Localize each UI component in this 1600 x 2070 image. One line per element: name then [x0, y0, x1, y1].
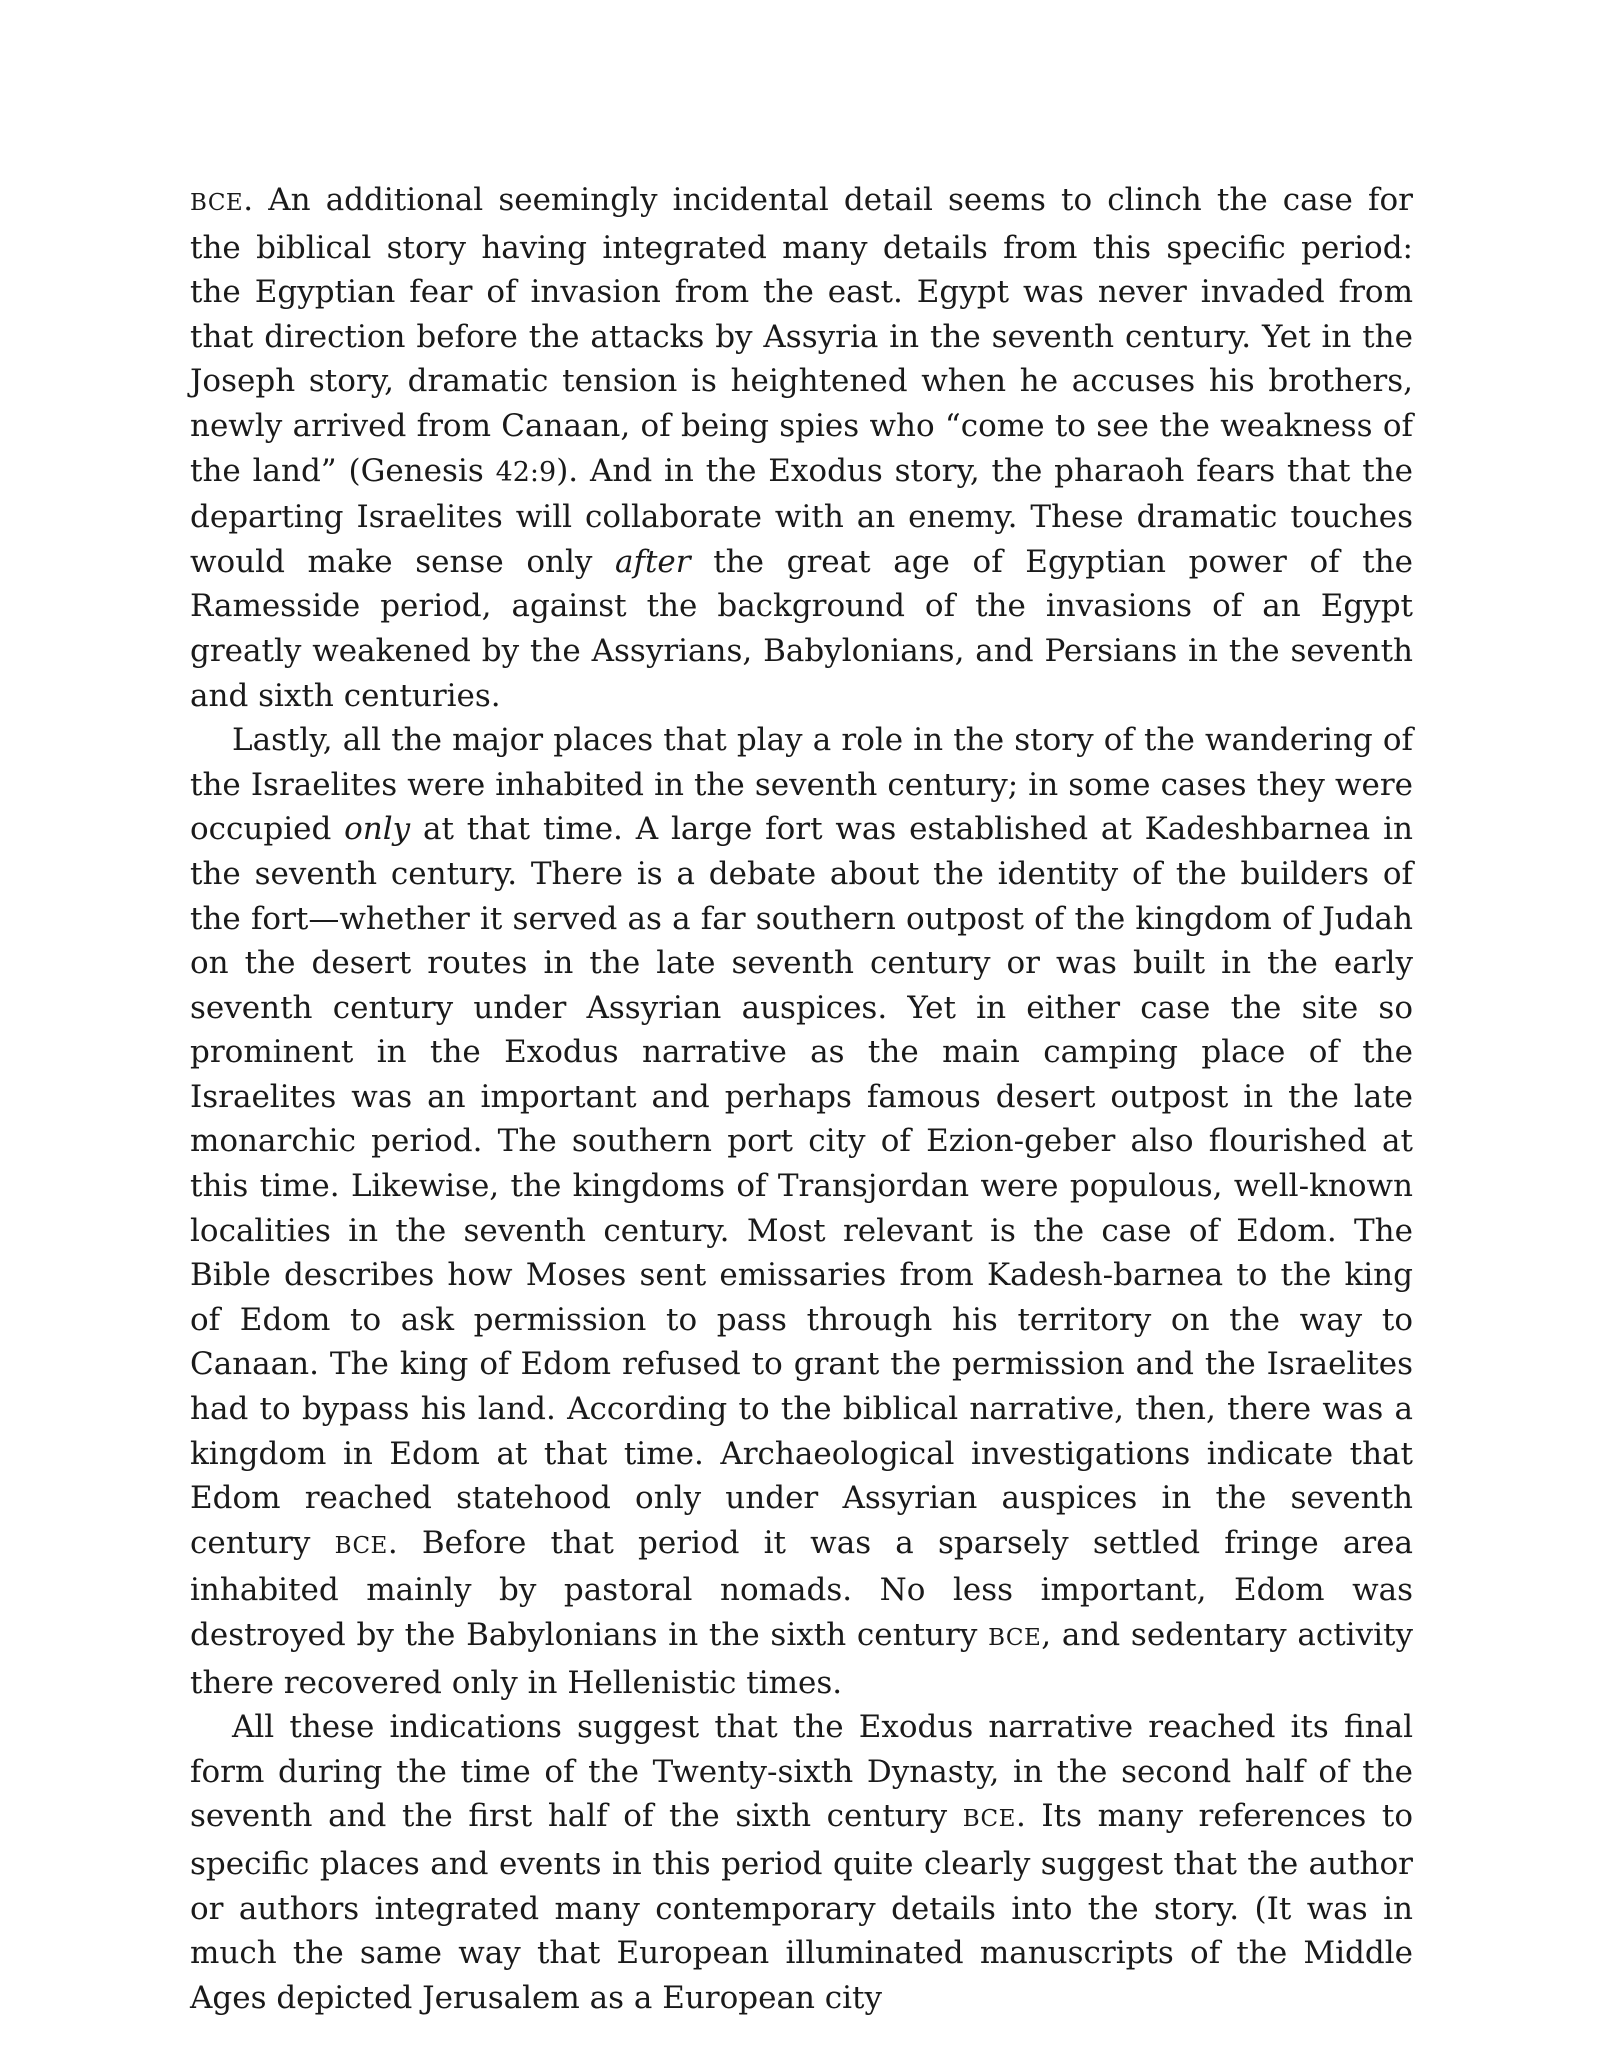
text-run: Lastly, all the major places that play a role in the story of the wandering of the Israelites were inhabited in the seventh century; in some cases they were occupied: [190, 722, 1413, 848]
text-run: . Before that period it was a sparsely settled fringe area inhabited mainly by pastoral nomads. No less important, Edom was destroyed by the Babylonians in the sixth century: [190, 1524, 1413, 1653]
text-run: ). And in the Exodus story, the pharaoh fears that the departing Israelites will collaborate with an enemy. These dramatic touches would make sense only: [190, 452, 1414, 580]
text-run: BCE: [962, 1806, 1016, 1833]
paragraph-3: [190, 1705, 1413, 2020]
paragraph-2: [190, 718, 1413, 1705]
text-run: . An additional seemingly incidental detail seems to clinch the case for the biblical story having integrated many details from this specific period: the Egyptian fear of invasion from the east. Egypt was never invaded from that direction before the attacks by Assyria in the seventh century. Yet in the Joseph story, dramatic tension is heightened when he accuses his brothers, newly arrived from Canaan, of being spies who “come to see the weakness of the land” (Genesis: [190, 182, 1413, 489]
text-run: BCE: [988, 1625, 1042, 1651]
text-run: at that time. A large fort was established at Kadeshbarnea in the seventh century. There is a debate about the identity of the builders of the fort—whether it served as a far southern outpost of the kingdom of Judah on the desert routes in the late seventh century or was built in the early seventh century under Assyrian auspices. Yet in either case the site so prominent in the Exodus narrative as the main camping place of the Israelites was an important and perhaps famous desert outpost in the late monarchic period. The southern port city of Ezion-geber also flourished at this time. Likewise, the kingdoms of Transjordan were populous, well-known localities in the seventh century. Most relevant is the case of Edom. The Bible describes how Moses sent emissaries from Kadesh-barnea to the king of Edom to ask permission to pass through his territory on the way to Canaan. The king of Edom refused to grant the permission and the Israelites had to bypass his land. According to the biblical narrative, then, there was a kingdom in Edom at that time. Archaeological investigations indicate that Edom reached statehood only under Assyrian auspices in the seventh century: [190, 811, 1413, 1561]
book-page: [190, 178, 1413, 2020]
emphasis: after: [615, 543, 691, 580]
text-run: the great age of Egyptian power of the Ramesside period, against the background of the invasions of an Egypt greatly weakened by the Assyrians, Babylonians, and Persians in the seventh and sixth centuries.: [190, 543, 1413, 714]
text-run: All these indications suggest that the Exodus narrative reached its final form during the time of the Twenty-sixth Dynasty, in the second half of the seventh and the first half of the sixth century: [190, 1709, 1413, 1835]
emphasis: only: [344, 811, 411, 848]
text-run: . Its many references to specific places and events in this period quite clearly suggest that the author or authors integrated many contemporary details into the story. (It was in much the same way that European illuminated manuscripts of the Middle Ages depicted Jerusalem as a European city: [190, 1798, 1414, 2016]
text-run: BCE: [190, 190, 244, 216]
bible-reference: 42:9: [495, 456, 557, 488]
text-run: BCE: [334, 1532, 388, 1559]
paragraph-1: [190, 178, 1413, 718]
text-run: , and sedentary activity there recovered only in Hellenistic times.: [190, 1617, 1413, 1701]
